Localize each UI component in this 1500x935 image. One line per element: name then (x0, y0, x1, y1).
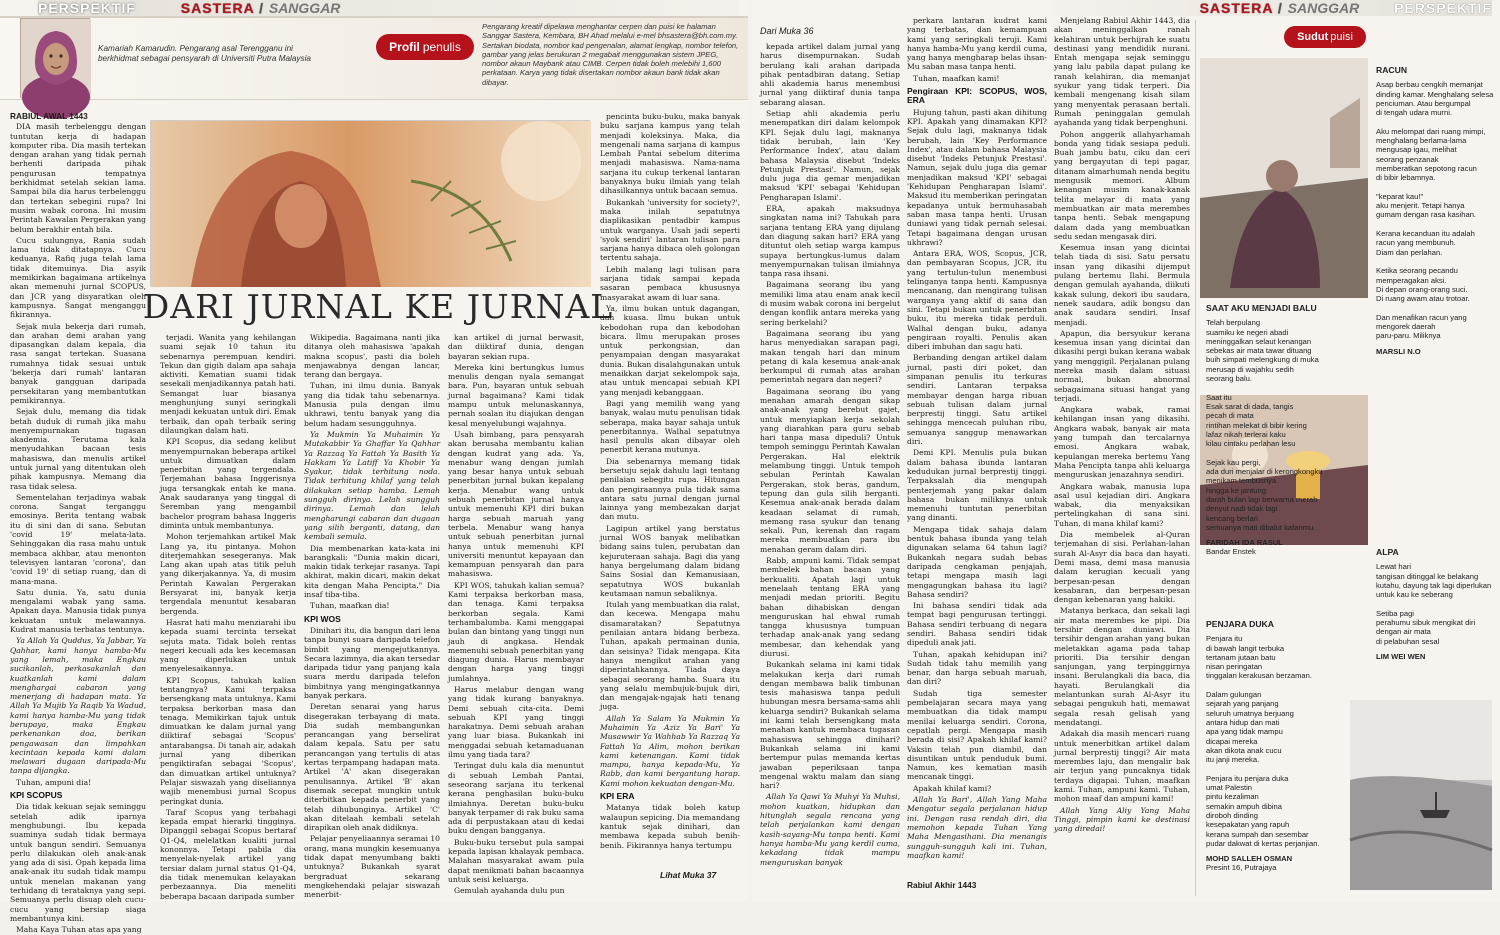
paragraph: KPI WOS, tahukah kalian semua? Kami terpaksa berkorban masa, dan tenaga. Kami terpaksa berkorban segala. Kami terhambalumba. Kami menggapai bulan dan bintang yang tinggi nun jauh di angkasa. Hendak memenuhi sebuah penerbitan yang diagung dunia. Harus membayar dengan harga yang tinggi jumlahnya. (448, 580, 584, 683)
header-subsection-right: SANGGAR (1287, 0, 1360, 16)
paragraph: Dia tidak kekuan sejak seminggu setelah adik iparnya menghubungi. Ibu kepada suaminya sudah tidak bermaya untuk bangun sendiri. Semuanya perlu dilakukan oleh anak-anak yang ada di sisi. Opah kepada lima anak-anak itu sudah tidak mampu untuk menelan makanan yang terhidang di terataknya yang sepi. Semuanya perlu disuap oleh cucu-cucu yang bersiap siaga membantunya kini. (10, 802, 146, 923)
submission-notice: Pengarang kreatif dipelawa menghantar cerpen dan puisi ke halaman Sanggar Sastera, Kembara, BH Ahad melalui e-mel bhsastera@bh.com.my. Sertakan biodata, nombor kad pengenalan, alamat lengkap, nombor telefon, gambar yang jelas berukuran 2 megabait menggunakan sistem JPEG, nombor akaun Maybank atau CIMB. Cerpen tidak boleh melebihi 1,600 perkataan. Karya yang tidak disertakan nombor akaun bank tidak akan dibayar. (482, 22, 739, 87)
paragraph: Rabb, ampuni kami. Tidak sempat membelek bahan bacaan yang berkualiti. Apatah lagi untuk menelaah tentang ERA yang menjadi medan prioriti. Begitu bahan dihabiskan dengan menguruskan hal ehwal rumah tangga khususnya tumpuan terhadap anak-anak yang sedang membesar, dan kehendak yang diurusi. (760, 556, 900, 658)
paragraph: Mohon terjemahkan artikel Mak Lang ya, itu pintanya. Mohon diterjemahkan sesegeranya. Mak Lang akan upah atas titik peluh yang dikerjakannya. Ya, di musim Perintah Kawalan Pergerakan Bersyarat ini, banyak kerja tergendala menuntut kesabaran bergenda. (160, 532, 296, 616)
right-col-1 (760, 42, 900, 894)
poem-alpa (1376, 548, 1494, 661)
right-col-2 (907, 16, 1047, 878)
paragraph: Mengapa tidak sahaja dalam bentuk bahasa ibunda yang telah digunakan selama 64 tahun lagi? Bukankah negara sudah bebas daripada cengkaman penjajah, tetapi mengapa masih lagi mengagungkan bahasa itu lagi? Bahasa sendiri? (907, 524, 1047, 599)
poem-body: Telah berpulang suamiku ke negeri abadi meninggalkan selaut kenangan sebekas air mata tawar dituang buih simpati melengkung di muka merusap di wajahku sedih seorang balu. Saat itu Esak sarat di dada, tangis pecah di mata rintihan melekat di bibir kering lafaz nikah terlerai kaku kilau cintaku perlahan lesu Sejak kau pergi, ada duri menjalar di kerongkongku menikam tembusnya hingga ke jantung darah bulan lagi berwarna merah denyut nadi tidak lagi kencang berlari semuanya mati dibalut kafanmu. (1206, 318, 1323, 532)
col1-text (10, 122, 146, 787)
sudut-puisi-badge (1284, 26, 1366, 48)
article-headline: DARI JURNAL KE JURNAL (142, 286, 614, 326)
paragraph: Hasrat hati mahu menziarahi ibu kepada suami tercinta tersekat sejuta mata. Tidak boleh rentas negeri kecuali ada kes kecemasan yang diperlukan untuk menyelesaikannya. (160, 617, 296, 674)
paragraph: DIA masih terbelenggu dengan tuntutan kerja di hadapan komputer riba. Dia masih tertekan dengan arahan yang tidak pernah berhenti daripada pihak pengurusan tempatnya berkhidmat setelah sekian lama. Sampai bila dia harus terbelenggu dan tertekan sebegini rupa? Ini musim wabak corona. Ini musim Perintah Kawalan Pergerakan yang belum berakhir entah bila. (10, 122, 146, 234)
article-signoff-date: Rabiul Akhir 1443 (907, 880, 977, 890)
poem-title: ALPA (1376, 547, 1399, 557)
poem-racun (1376, 66, 1494, 356)
section-heading-kpi-era: KPI ERA (600, 791, 635, 802)
hero-illustration (150, 120, 590, 286)
paragraph: Adakah dia masih mencari ruang untuk menerbitkan artikel dalam jurnal berprestij tinggi? Air mata merembes laju, dan mengalir bak air terjun yang puncaknya tidak terdaya digapai. Tuhan, maafkan kami. Tuhan, ampuni kami. Tuhan, mohon maaf dan ampuni kami! (1054, 729, 1190, 804)
paragraph: Cucu sulungnya, Rania sudah lama tidak ditatapnya. Cucu keduanya, Rafiq juga telah lama tidak ditemuinya. Dia asyik memikirkan bagaimana artikelnya akan memenuhi jurnal SCOPUS, dan JCR yang disyaratkan oleh kampusnya. Sangat menganggu fikirannya. (10, 235, 146, 320)
paragraph: Ya Allah Ya Quddus, Ya Jabbar, Ya Qahhar, kami hanya hamba-Mu yang lemah, maka Engkau sucikanlah, perkasakanlah dan kuatkanlah kami dalam menghargai cabaran yang menerjang di hadapan mata. Ya Allah Ya Mujib Ya Raqib Ya Wadud, kami hanya hamba-Mu yang tidak berupaya, maka Engkau perkenankan doa, berikan pengawasan dan limpahkan kecintaan kepada kami dalam melawari dugaan daripada-Mu tanpa dijangka. (10, 636, 146, 776)
paragraph: Apapun, dia bersyukur kerana kesemua insan yang dicintai dan dikasihi pergi bukan kerana wabak yang menggigil. Perjalanan pulang mereka masih dalam situasi normal, bukan abnormal sebagaimana situasi hangat yang terjadi. (1054, 328, 1190, 403)
paragraph: Usah bimbang, para pensyarah akan berusaha membantu kalian dengan kudrat yang ada. Ya, menabur wang dengan jumlah yang besar hanya untuk sebuah penerbitan jurnal bukan kepalang kerja. Menabur wang untuk sebuah penerbitan jurnal hanya untuk memenuhi KPI diri bukan harga sebuah maruah yang terbela. Menabur wang hanya untuk sebuah penerbitan jurnal hanya untuk memenuhi KPI universiti menuntut kepayaan dan kemampuan pensyarah dan para mahasiswa. (448, 429, 584, 579)
poem-author: MOHD SALLEH OSMAN (1206, 854, 1293, 864)
poem-photo-woman (1200, 58, 1368, 298)
paragraph: Tuhan, maafkan kami! (913, 73, 1000, 83)
paragraph: Pohon anggerik allahyarhamah bonda yang tidak sesiapa peduli. Buah jambu batu, ciku dan ceri yang bergayutan di tepi pagar, ditanam almarhumah nenda begitu mengusik memori. Album kenangan musim kanak-kanak telita melayar di mata yang membuatkan air mata merembes tanpa henti. Sebak mengapung dalam dada yang membuatkan sedu sedan mengasak diri. (1054, 129, 1190, 241)
paragraph: Wikipedia. Bagaimana nanti jika ditanya oleh mahasiswa 'apakah makna scopus', pasti dia boleh menjawabnya dengan lancar, terang dan bergaya. (304, 333, 440, 380)
paragraph: Satu dunia. Ya, satu dunia mengalami wabak yang sama. Apakan daya. Manusia tidak punya kekuatan untuk melawannya. Kudrat manusia terbatas tentunya. (10, 587, 146, 635)
article-dateline: RABIUL AWAL 1443 (10, 111, 88, 121)
poem-place: Bandar Enstek (1206, 547, 1256, 557)
paragraph: Tuhan, apakah kehidupan ini? Sudah tidak tahu memilih yang benar, dan harga sebuah maruah, dan diri? (907, 649, 1047, 687)
section-heading-kpi-wos: KPI WOS (304, 613, 341, 624)
paragraph: Gemulah ayahanda dulu pun (454, 886, 565, 896)
paragraph: Buku-buku tersebut pula sampai kepada lapisan khalayak pembaca. Malahan masyarakat awam pula dapat menikmati bahan bacaannya untuk seisi keluarga. (448, 837, 584, 884)
paragraph: Bukankah 'university for society?', maka inilah sepatutnya diaplikasikan pentadbir kampus untuk warganya. Usah jadi seperti 'syok sendiri' lantaran tulisan para sarjana hanya dibaca oleh golongan tertentu sahaja. (600, 197, 740, 263)
paragraph: Setiap ahli akademia perlu menempatkan diri dalam kelompok KPI. Sejak dulu lagi, maknanya tidak berubah, lain 'Key Performance Index', atau dalam bahasa Malaysia disebut 'Indeks Petunjuk Prestasi'. Namun, sejak dulu juga dia gemar menjadikan maksud 'KPI' sebagai 'Kehidupan Pengharapan Islami'. (760, 109, 900, 202)
continued-on-page: Lihat Muka 37 (660, 870, 717, 880)
section-heading-pengiraan: Pengiraan KPI: SCOPUS, WOS, ERA (907, 86, 1047, 106)
poem-author: FARIDAH IDA RASUL (1206, 538, 1283, 548)
paragraph: Angkara wabak, ramai kehilangan insan yang dikasihi. Angkara wabak, banyak air mata yang tumpah dan tercalarnya emosi. Angkara wabak, kepulangan mereka bertemu Yang Maha Pencipta tanpa ahli keluarga menguruskan jenazahnya sendiri. (1054, 405, 1190, 480)
paragraph: Demi KPI. Menulis pula bukan dalam bahasa ibunda lantaran kedudukan jurnal berprestij tinggi. Terpaksalah dia mengupah penterjemah yang pakar dalam bahasa bukan miliknya untuk memenuhi tuntutan penerbitan yang dinanti. (907, 448, 1047, 523)
paragraph: Berbanding dengan artikel dalam jurnal, pasti diri poket, dan simpanan penulis itu terkuras sendiri. Lantaran terpaksa membayar dengan harga ribuan sebuah tulisan dalam jurnal berprestij tinggi. Satu artikel sehingga mencecah puluhan ribu, semuanya sanggup menawarkan diri. (907, 353, 1047, 447)
paragraph: Bagaimana seorang ibu yang menahan amarah dengan sikap anak-anak yang berebut gajet, untuk menyiapkan kerja sekolah yang diarahkan para guru sebab hari tanpa masa dipeduli? Untuk tempoh seminggu Perintah Kawalan Pergerakan. Hal elektrik melambung tinggi. Untuk tempoh sebulan Perintah Kawalan Pergerakan, stok beras, gandum, tepung dan gula silih berganti. Kesemua anak-anak berada dalam keadaan selamat di rumah, memang rasa syukur dan tenang sekali. Pun, kerenah dan ragam mereka membuatkan para ibu menahan geram dalam diri. (760, 386, 900, 554)
poem-saat-aku-menjadi-balu (1206, 304, 1344, 557)
page-header: PERSPEKTIF SASTERA / SANGGAR (38, 0, 738, 16)
paragraph: Lebih malang lagi tulisan para sarjana tidak sampai kepada sasaran pembaca khususnya masyarakat awam di luar sana. (600, 264, 740, 302)
paragraph: Sejak mula bekerja dari rumah, dan arahan demi arahan yang dipasangkan dalam kepala, dia rasa sangat tertekan. Suasana rumahnya tidak sesuai untuk 'bekerja dari rumah' lantaran banyak gangguan daripada persekitaran yang membantutkan pemikirannya. (10, 321, 146, 405)
profil-label: Profil (389, 40, 420, 54)
paragraph: Sementelahan terjadinya wabak corona. Sangat terganggu emosinya. Berita tentang wabak itu di sini dan di sana. Sebutan 'covid 19' melata-lata. Sehinggakan dia rasa mahu untuk membaca akhbar, atau menonton televisyen lantaran 'corona', dan 'covid 19' di setiap ruang, dan di mana-mana. (10, 492, 146, 586)
paragraph: Taraf Scopus yang terbahagi kepada empat hierarki tingginya. Dipanggil sebagai Scopus bertaraf Q1-Q4, melelatkan kualiti jurnal kononnya. Tetapi pabila dia menyelak-nyelak artikel yang tersiar dalam jurnal status Q1-Q4, dia tidak menemukan kelayakan perbezaannya. Dia meneliti beberapa bacaan daripada sumber (160, 807, 296, 901)
poem-penjara-duka (1206, 620, 1346, 873)
paragraph: Allah Ya Qawi Ya Muhyi Ya Muhsi, mohon kuatkan, hidupkan dan hitunglah segala rencana yang telah perjalankan kami dengan kasih-sayang-Mu tanpa henti. Kami hanya hamba-Mu yang kerdil cuma, kekadang tidak mampu menguruskan banyak (760, 792, 900, 867)
right-col-3 (1054, 16, 1190, 896)
paragraph: Harus melabur dengan wang yang tidak kurang banyaknya. Demi sebuah cita-cita. Demi sebuah KPI yang tinggi harakatnya. Demi sebuah arahan yang luar biasa. Bukankah ini menggadai sebuah ketamaduanan ilmu yang tiada tara? (448, 684, 584, 760)
paragraph: Sudah tiga semester pembelajaran secara maya yang membuatkan dia tidak mampu menilai keluarga sendiri. Corona, cepatlah pergi. Mengapa masih berada di sisi? Apakah khilaf kami? Vaksin telah pun diambil, dan disuntikan untuk penduduk bumi. Namun, kes kematian masih mencanak tinggi. (907, 688, 1047, 782)
paragraph: Mereka kini bertungkus lumus menulis dengan nyala semangat bara. Pun, bayaran untuk sebuah jurnal bagaimana? Kami tidak mampu untuk melunaskannya, pernah soalan itu diajukan dengan kesal menyelubungi wajahnya. (448, 362, 584, 428)
poem-title: PENJARA DUKA (1206, 619, 1274, 629)
paragraph: KPI Scopus, dia sedang kelibut menyempurnakan beberapa artikel untuk dimuatkan dalam penerbitan yang tergendala. Terjemahan bahasa Inggerisnya juga tersangkak entah ke mana. Anak saudaranya yang tinggal di Seremban yang mengambil bachelor program bahasa Inggeris diminta untuk membantunya. (160, 437, 296, 530)
continued-from-page: Dari Muka 36 (760, 26, 814, 36)
author-bio: Kamariah Kamarudin. Pengarang asal Terengganu ini berkhidmat sebagai pensyarah di Universiti Putra Malaysia (98, 44, 311, 63)
poem-photo-boat (1350, 700, 1492, 890)
paragraph: Angkara wabak, manusia lupa asal usul kejadian diri. Angkara wabak, dia menyaksikan pertelingkahan di sana sini. Tuhan, di mana khilaf kami? (1054, 481, 1190, 528)
paragraph: Hujung tahun, pasti akan dihitung KPI. Apakah yang dinamakan KPI? Sejak dulu lagi, maknanya tidak berubah, lain 'Key Performance Index', atau dalam bahasa Malaysia disebut 'Indeks Petunjuk Prestasi'. Namun, sejak dulu juga dia gemar menjadikan maksud 'KPI' sebagai 'Kehidupan Pengharapan Islami'. Maksud itu memberikan peringatan kepadanya untuk bermuhasabah saban masa tanpa henti. Urusan duniawi yang tidak pernah selesai. Tetapi bagaimana dengan urusan ukhrawi? (907, 107, 1047, 247)
poem-author: MARSLI N.O (1376, 346, 1421, 356)
paragraph: Ini bahasa sendiri tidak ada tempat bagi pengurusan tertinggi. Bahasa sendiri terbuang di negara sendiri. Bahasa sendiri tidak dipeduli anak jati. (907, 601, 1047, 648)
poem-title: RACUN (1376, 65, 1408, 75)
paragraph: Pelajar penyeliaannya seramai 10 orang, mana mungkin kesemuanya tidak dapat menyumbang bakti untuknya? Bukankah syarat bergraduat sekarang mengkehendaki pelajar siswazah menerbit- (304, 834, 440, 900)
column-divider (1195, 20, 1196, 896)
paragraph: Menjelang Rabiul Akhir 1443, dia akan meninggalkan ranah kelahiran untuk berhijrah ke suatu destinasi yang mendidik nurani. Entah mengapa sejak seminggu yang lalu pabila dapat pulang ke ranah kelahiran, dia memanjat syukur yang tidak terperi. Dia kembali mengenang kisah silam yang menyentak perasaan bertali. Rumah peninggalan gemulah ayahanda yang tidak berpenghuni. (1054, 16, 1190, 128)
paragraph: Antara ERA, WOS, Scopus, JCR, dan pembayaran Scopus, JCR, itu yang tertulun-tulun menembusi telinganya tanpa henti. Kampusnya mencanang, dan mengirang tulisan warganya yang aktif di sana dan sini. Tetapi bukan untuk penerbitan buku, itu mereka tidak perduli. Walhal dengan buku, adanya pengiraan royalti. Penulis akan diberi imbuhan dan sagu hati. (907, 249, 1047, 352)
paragraph: Allah Yang Aliy Yang Maha Tinggi, pimpin kami ke destinasi yang diredai! (1054, 805, 1190, 834)
paragraph: Apakah khilaf kami? (913, 783, 992, 793)
paragraph: kan artikel di jurnal berwasit, dan diiktiraf dunia, dengan bayaran sekian rupa. (448, 333, 584, 361)
profil-penulis-badge (376, 34, 474, 60)
paragraph: Maha Kaya Tuhan atas apa yang (16, 925, 142, 935)
paragraph: Dinihari itu, dia bangun dari lena tanpa bunyi suara daripada telefon bimbit yang mengejutkannya. Secara lazimnya, dia akan tersedar daripada tidur yang panjang kala suara merdu daripada telefon bimbitnya yang mengingatkannya banyak perkara. (304, 625, 440, 700)
paragraph: terjadi. Wanita yang kehilangan suami sejak 10 tahun itu sebenarnya perempuan kendiri. Tekun dan gigih dalam apa sahaja aktiviti. Kematian suami tidak sesekali menjadikannya patah hati. Semangat luar biasanya menghunjung sunyi seringkali menjadi kekuatan untuk diri. Emak terbaik, dan opah terbaik sering dilaungkan dalam hati. (160, 333, 296, 435)
article-col-3 (304, 333, 440, 900)
sudut-label: Sudut (1297, 31, 1329, 43)
article-col-5 (600, 112, 740, 864)
page-header-right: SASTERA / SANGGAR PERSPEKTIF (1052, 0, 1492, 16)
paragraph: Deretan senarai yang harus disegerakan terbayang di mata. Dia sudah membangunkan perancangan yang berselirat dalam kepala. Satu per satu perancangan yang tertulis di atas kertas terpampang hadapan mata. Artikel 'A' akan disegerakan penulisannya. Artikel 'B' akan disemak secepat mungkin untuk diterbitkan kepada penerbit yang telah dihubunginya. Artikel 'C' akan ditelaah kembali setelah dirapikan oleh anak didiknya. (304, 702, 440, 833)
section-heading-kpi-scopus: KPI SCOPUS (10, 790, 63, 801)
poem-author: LIM WEI WEN (1376, 651, 1426, 661)
paragraph: Dia membenarkan kata-kata ini barangkali: "Dunia makin dicari, makin tidak terkejar rasanya. Tapi akhirat, makin dicari, makin dekat kita dengan Maha Pencipta." Dia insaf tiba-tiba. (304, 543, 440, 600)
header-section-right: SASTERA (1199, 0, 1273, 16)
header-subsection: SANGGAR (268, 0, 341, 16)
paragraph: Dia membelek al-Quran terjemahan di sisi. Perlahan-lahan surah Al-Asyr dia baca dan hayati. Demi masa, demi masa manusia dalam kerugian kecuali yang berpesan-pesan dengan kesabaran, dan berpesan-pesan dengan kebenaran yang hakiki. (1054, 530, 1190, 605)
paragraph: Bagaimana seorang ibu yang harus menyediakan sarapan pagi, makan tengah hari dan minum petang di kala kesemua anak-anak berkumpul di rumah atas arahan pemerintah negara dan negeri? (760, 328, 900, 385)
header-perspektif: PERSPEKTIF (38, 0, 136, 16)
puisi-label: puisi (1330, 31, 1353, 43)
paragraph: pencinta buku-buku, maka banyak buku sarjana kampus yang telah menjadi koleksinya. Maka, dia mengenali nama sarjana di kampus Lembah Pantai sebelum diterima menjadi mahasiswa. Nama-nama sarjana itu cukup terkenal lantaran banyaknya buku ilmiah yang telah dihasilkannya untuk bacaan semua. (600, 112, 740, 196)
poem-body: Asap berbau cengkih memanjat dinding kamar. Menghalang selesa penciuman. Atau bergumpal di tengah udara murni. Aku melompat dari ruang mimpi, menghalang berlama-lama mengusap igau, melihat seorang penzanak memberatkan sepotong racun di bibir lebamnya. "keparat kau!" aku menjerit. Tetapi hanya gumam dengan rasa kasihan. Kerana kecanduan itu adalah racun yang membunuh. Diam dan perlahan. Ketika seorang pecandu memperagakan aksi. Di depan orang-orang suci. Di ruang awam atau trotoar. Dan menafikan racun yang mengorek daerah paru-paru. Miliknya (1376, 80, 1494, 341)
paragraph: Bagi yang memilih wang yang banyak, walau mutu penulisan tidak seberapa, maka bayar sahaja untuk penerbitannya. Walhal sepatutnya hasil penulis akan dibayar oleh penerbit kerana mutunya. (600, 398, 740, 455)
paragraph: Sejak dulu, memang dia tidak betah duduk di rumah jika mahu menyempurnakan tugasan akademia. Terutama kala menyudahkan bacaan tesis mahasiswa, dan menulis artikel untuk jurnal yang ditentukan oleh pihak kampusnya. Memang dia rasa tidak selesa. (10, 407, 146, 491)
paragraph: Bagaimana seorang ibu yang memiliki lima atau enam anak kecil di musim wabak corona ini bergelut dengan konflik antara mereka yang sering berkelahi? (760, 280, 900, 327)
right-page (752, 0, 1500, 902)
paragraph: Tuhan, ampuni dia! (16, 777, 92, 787)
paragraph: ERA, apakah maksudnya singkatan nama ini? Tahukah para sarjana tentang ERA yang dijulang dan diagung sakan hari? ERA yang dituntut oleh setiap warga kampus supaya bertungkus-lumus dalam menyempurnakan tulisan ilmiahnya tanpa rasa ihsani. (760, 204, 900, 279)
left-page (0, 0, 748, 935)
header-section: SASTERA (180, 0, 255, 16)
paragraph: Dia sebenarnya memang tidak bersetuju sejak dahulu lagi tentang penilaian sebegitu rupa. Hitungan dan pengiraannya pula tidak sama antara satu jurnal dengan jurnal lainnya yang membezakan darjat dan mutu. (600, 456, 740, 522)
paragraph: kepada artikel dalam jurnal yang harus disempurnakan. Sudah berulang kali arahan daripada pihak pentadbiran datang. Setiap ahli akademia harus menembusi jurnal yang diiktiraf dunia tanpa sebarang alasan. (760, 42, 900, 107)
author-photo (20, 18, 90, 98)
paragraph: perkara lantaran kudrat kami yang terbatas, dan kemampuan kami yang seringkali teruji. Kami hanya hamba-Mu yang kerdil cuma, yang hanya mengharap belas ihsan-Mu saban masa tanpa henti. (907, 16, 1047, 72)
paragraph: Lagipun artikel yang berstatus jurnal WOS banyak melibatkan bidang sains tulen, perubatan dan kejuruteraan sahaja. Bagi dia yang hanya bergelumang dalam bidang Sains Sosial dan Kemanusiaan, sepatutnya WOS bukanlah keutamaan namun sebaliknya. (600, 523, 740, 598)
poem-title: SAAT AKU MENJADI BALU (1206, 303, 1317, 313)
article-col-2 (160, 333, 296, 901)
paragraph: Allah Ya Bari', Allah Yang Maha Mengatur segala perjalanan hidup ini. Dengan rasa rendah diri, dia memohon kepada Tuhan Yang Maha Mengasihani. Dia menangis sungguh-sungguh kali ini. Tuhan, maafkan kami! (907, 795, 1047, 860)
article-col-4 (448, 333, 584, 896)
paragraph: Tuhan, maafkan dia! (310, 601, 390, 611)
paragraph: Itulah yang membuatkan dia ralat, dan kecewa. Mengapa mahu disamaratakan? Sepatutnya penilaian antara bidang berbeza. Tuhan, apakah permainan dunia, dan seisinya? Tidak mengapa. Kita hanya mengikut arahan yang diperintahkannya. Tiada daya sebagai seorang hamba. Suara itu yang selalu membujuk-bujuk diri, dan mengajak-ngajak hati tenang juga. (600, 600, 740, 712)
poem-body: Penjara itu di bawah langit terbuka tertanam jutaan batu nisan peringatan tinggalan kerakusan berzaman. Dalam gulungan sejarah yang panjang seluruh umatnya berjuang antara hidup dan mati apa yang tidak mampu dicapai mereka akan dikota anak cucu itu janji mereka. Penjara itu penjara duka umat Palestin pintu kezaliman semakin ampuh dibina diroboh dinding kesepakatan yang rapuh kerana sumpah dan sesembar pudar dakwat di kertas perjanjian. (1206, 634, 1320, 848)
penulis-label: penulis (422, 40, 461, 54)
paragraph: Bukankah selama ini kami tidak melakukan kerja dari rumah dengan membawa balik timbunan tesis mahasiswa tanpa peduli hubungan mesra bersama-sama ahli keluarga sendiri? Bukankah selama ini kami telah bersengkang mata menahan kantuk membaca tugasan mahasiswa sehingga dinihari? Bukankah selama ini kami bertempur pulas memanda kertas jawaban peperiksaan tanpa mengenal waktu malam dan siang hari? (760, 660, 900, 791)
paragraph: Ya Mukmin Ya Muhaimin Ya Mutakabbir Ya Ghaffar Ya Qahhar Ya Razzaq Ya Fattah Ya Basith Ya Hakkam Ya Latiff Ya Khobir Ya Syakur, tidak terhitung noda. Tidak terhitung khilaf yang telah dilakukan setiap hamba. Lemah sungguh dirinya. Lelah sungguh dirinya. Lemah dan lelah mengharungi cabaran dan dugaan yang silih berganti, datang, dan kembali semula. (304, 429, 440, 542)
paragraph: KPI Scopus, tahukah kalian tentangnya? Kami terpaksa bersengkang mata untuknya. Kami terpaksa berkorban masa dan tenaga. Memikirkan tajuk untuk dimuatkan ke dalam jurnal yang diiktiraf sebagai 'Scopus' antarabangsa. Di tanah air, adakah jurnal yang diberikan pengiktirafan sebagai 'Scopus', dan dimuatkan artikel untuknya? Pelajar siswazah yang diseliannya wajib menembusi jurnal Scopus peringkat dunia. (160, 675, 296, 806)
poem-place: Presint 16, Putrajaya (1206, 863, 1277, 873)
paragraph: Tuhan, ini ilmu dunia. Banyak yang dia tidak tahu sebenarnya. Manusia pula dengan ilmu ukhrawi, tentu banyak yang dia belum hadam sesungguhnya. (304, 381, 440, 428)
header-perspektif-right: PERSPEKTIF (1394, 0, 1492, 16)
paragraph: Allah Ya Salam Ya Mukmin Ya Muhaimin Ya Aziz Ya Bari' Ya Musawwir Ya Wahhab Ya Razzaq Ya Fattah Ya Alim, mohon berikan kami ketenangan. Kami tidak mampu, hanya kepada-Mu, Ya Rabb, dan kami bergantung harap. Kami mohon kekuatan dengan-Mu. (600, 713, 740, 788)
paragraph: Ya, ilmu bukan untuk dagangan, dan kuasa. Ilmu bukan untuk kebodohan rupa dan kebodohan bicara. Ilmu merupakan proses untuk perkongsian, dan penyampaian dengan masyarakat dunia. Bukan disalahgunakan untuk menaikkan darjat sekelompok saja, atau untuk mencapai sebuah KPI yang menjadi kebanggaan. (600, 303, 740, 397)
paragraph: Teringat dulu kala dia menuntut di sebuah Lembah Pantai, seseorang sarjana itu terkenal kerana penghasilan buku-buku ilmiahnya. Deretan buku-buku banyak terpamer di rak buku sama ada di perpustakaan atau di kedai buku dengan bangganya. (448, 761, 584, 836)
paragraph: Kesemua insan yang dicintai telah tiada di sisi. Satu persatu insan yang dikasihi dijemput pulang bertemu Ilahi. Bermula dengan gemulah ayahanda, diikuti kakak sulung, dekori ibu saudara, nenek saudara, adik bongsu dan anak saudara sendiri. Insaf menjadi. (1054, 243, 1190, 327)
paragraph: Matanya tidak boleh katup walaupun sepicing. Dia memandang kantuk sejak dinihari, dan membawa kepada subuh benih-benih. Fikirannya hanya tertumpu (600, 803, 740, 850)
poem-body: Lewat hari tangisan ditinggal ke belakang kutahu, dayung tak lagi diperlukan untuk kau ke seberang Setiba pagi perahumu sibuk mengikat diri dengan air mata di pelabuhan sesal (1376, 562, 1492, 646)
paragraph: Matanya berkaca, dan sekali lagi air mata merembes ke pipi. Dia tersihir dengan duniawi. Dia tersihir dengan arahan yang bukan meletakkan agama pada tahap prioriti. Dia tersihir dengan sanjungan, yang terpinggirnya insani. Berulangkali dia baca, dia hayati. Berulangkali dia melantunkan surah Al-Asyr itu sebagai pengukuh hati, memawat segala resah gelisah yang mendatangi. (1054, 606, 1190, 727)
article-col-1 (10, 111, 146, 935)
